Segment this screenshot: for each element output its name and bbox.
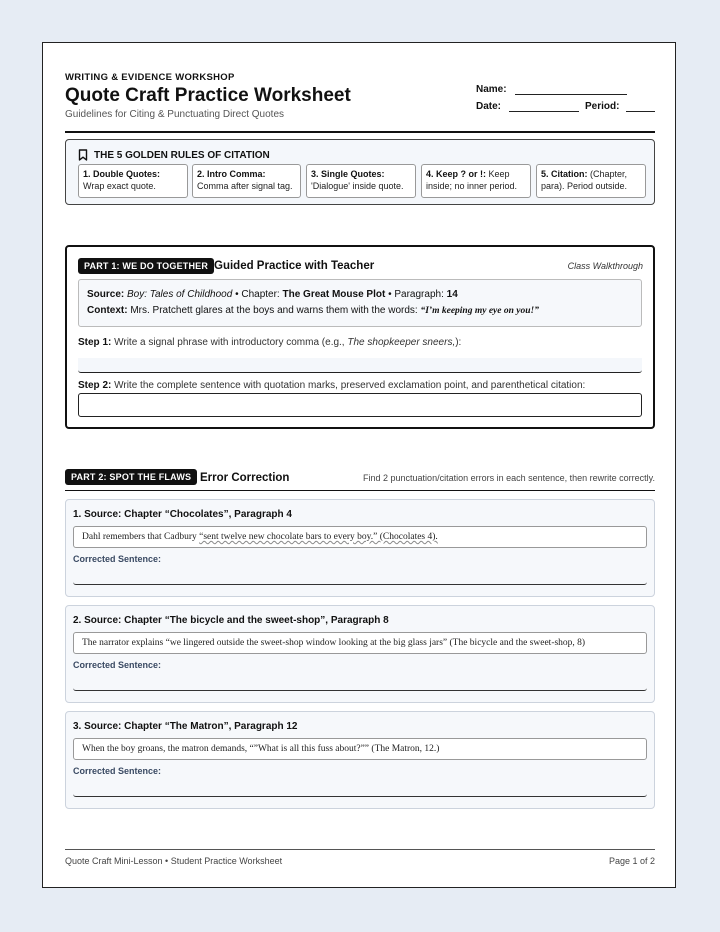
bookmark-icon — [78, 149, 88, 161]
corrected-label: Corrected Sentence: — [73, 766, 162, 776]
corrected-answer-line[interactable] — [73, 570, 647, 585]
corrected-answer-line[interactable] — [73, 782, 647, 797]
corrected-label: Corrected Sentence: — [73, 554, 162, 564]
date-label: Date: — [476, 101, 502, 112]
step2-instruction: Step 2: Write the complete sentence with quotation marks, preserved exclamation point, and parenthetical citation: — [78, 380, 586, 391]
page-number: Page 1 of 2 — [608, 856, 655, 866]
target-quote: “I’m keeping my eye on you!” — [420, 306, 539, 316]
period-label: Period: — [585, 101, 620, 112]
name-label: Name: — [476, 84, 507, 95]
error-card-2 — [65, 605, 655, 703]
source-line: Source: Boy: Tales of Childhood • Chapter: The Great Mouse Plot • Paragraph: 14 — [87, 289, 458, 300]
step2-answer-box[interactable] — [78, 393, 642, 417]
flawed-sentence: Dahl remembers that Cadbury “sent twelve new chocolate bars to every boy.” (Chocolates 4). — [73, 526, 647, 548]
footer-left: Quote Craft Mini-Lesson • Student Practice Worksheet — [65, 856, 283, 866]
name-field[interactable] — [515, 83, 627, 95]
error-source: 2. Source: Chapter “The bicycle and the sweet-shop”, Paragraph 8 — [73, 615, 389, 626]
step1-instruction: Step 1: Write a signal phrase with introductory comma (e.g., The shopkeeper sneers,): — [78, 337, 462, 348]
kicker: WRITING & EVIDENCE WORKSHOP — [65, 72, 235, 83]
flawed-sentence: The narrator explains “we lingered outside the sweet-shop window looking at the big glass jars” (The bicycle and the sweet-shop, 8) — [73, 632, 647, 654]
part1-section — [65, 245, 655, 429]
worksheet-page — [42, 42, 676, 888]
part2-tag: PART 2: SPOT THE FLAWS — [65, 469, 197, 485]
part2-instructions: Find 2 punctuation/citation errors in each sentence, then rewrite correctly. — [363, 473, 655, 483]
rule-card-1: 1. Double Quotes: Wrap exact quote. — [78, 164, 188, 198]
rule-card-5: 5. Citation: (Chapter, para). Period outside. — [536, 164, 646, 198]
part2-title: Error Correction — [200, 472, 290, 484]
footer — [65, 856, 655, 866]
date-field[interactable] — [509, 100, 579, 112]
period-field[interactable] — [626, 100, 655, 112]
rule-card-3: 3. Single Quotes: 'Dialogue' inside quote. — [306, 164, 416, 198]
error-source: 3. Source: Chapter “The Matron”, Paragraph 12 — [73, 721, 298, 732]
corrected-answer-line[interactable] — [73, 676, 647, 691]
error-card-1 — [65, 499, 655, 597]
flawed-sentence: When the boy groans, the matron demands, “”What is all this fuss about?”” (The Matron, 12.) — [73, 738, 647, 760]
page-subtitle: Guidelines for Citing & Punctuating Direct Quotes — [65, 109, 284, 120]
page-title: Quote Craft Practice Worksheet — [65, 85, 351, 106]
context-line: Context: Mrs. Pratchett glares at the boys and warns them with the words: “I’m keeping my eye on you!” — [87, 305, 539, 316]
source-paragraph: 14 — [446, 289, 458, 300]
rule-card-2: 2. Intro Comma: Comma after signal tag. — [192, 164, 301, 198]
part1-tag: PART 1: WE DO TOGETHER — [78, 258, 214, 274]
source-book: Boy: Tales of Childhood — [127, 289, 233, 300]
walkthrough-label: Class Walkthrough — [567, 261, 643, 271]
header-divider — [65, 131, 655, 133]
student-info-fields — [476, 78, 657, 112]
error-card-3 — [65, 711, 655, 809]
corrected-label: Corrected Sentence: — [73, 660, 162, 670]
step1-answer-line[interactable] — [78, 358, 642, 373]
part1-title: Guided Practice with Teacher — [214, 260, 375, 272]
source-chapter: The Great Mouse Plot — [282, 289, 386, 300]
source-context-box — [78, 279, 642, 327]
rule-card-4: 4. Keep ? or !: Keep inside; no inner period. — [421, 164, 531, 198]
citation-rules-box — [65, 139, 655, 205]
rules-heading: THE 5 GOLDEN RULES OF CITATION — [78, 149, 270, 161]
footer-divider — [65, 849, 655, 850]
part2-divider — [65, 490, 655, 491]
error-source: 1. Source: Chapter “Chocolates”, Paragraph 4 — [73, 509, 292, 520]
